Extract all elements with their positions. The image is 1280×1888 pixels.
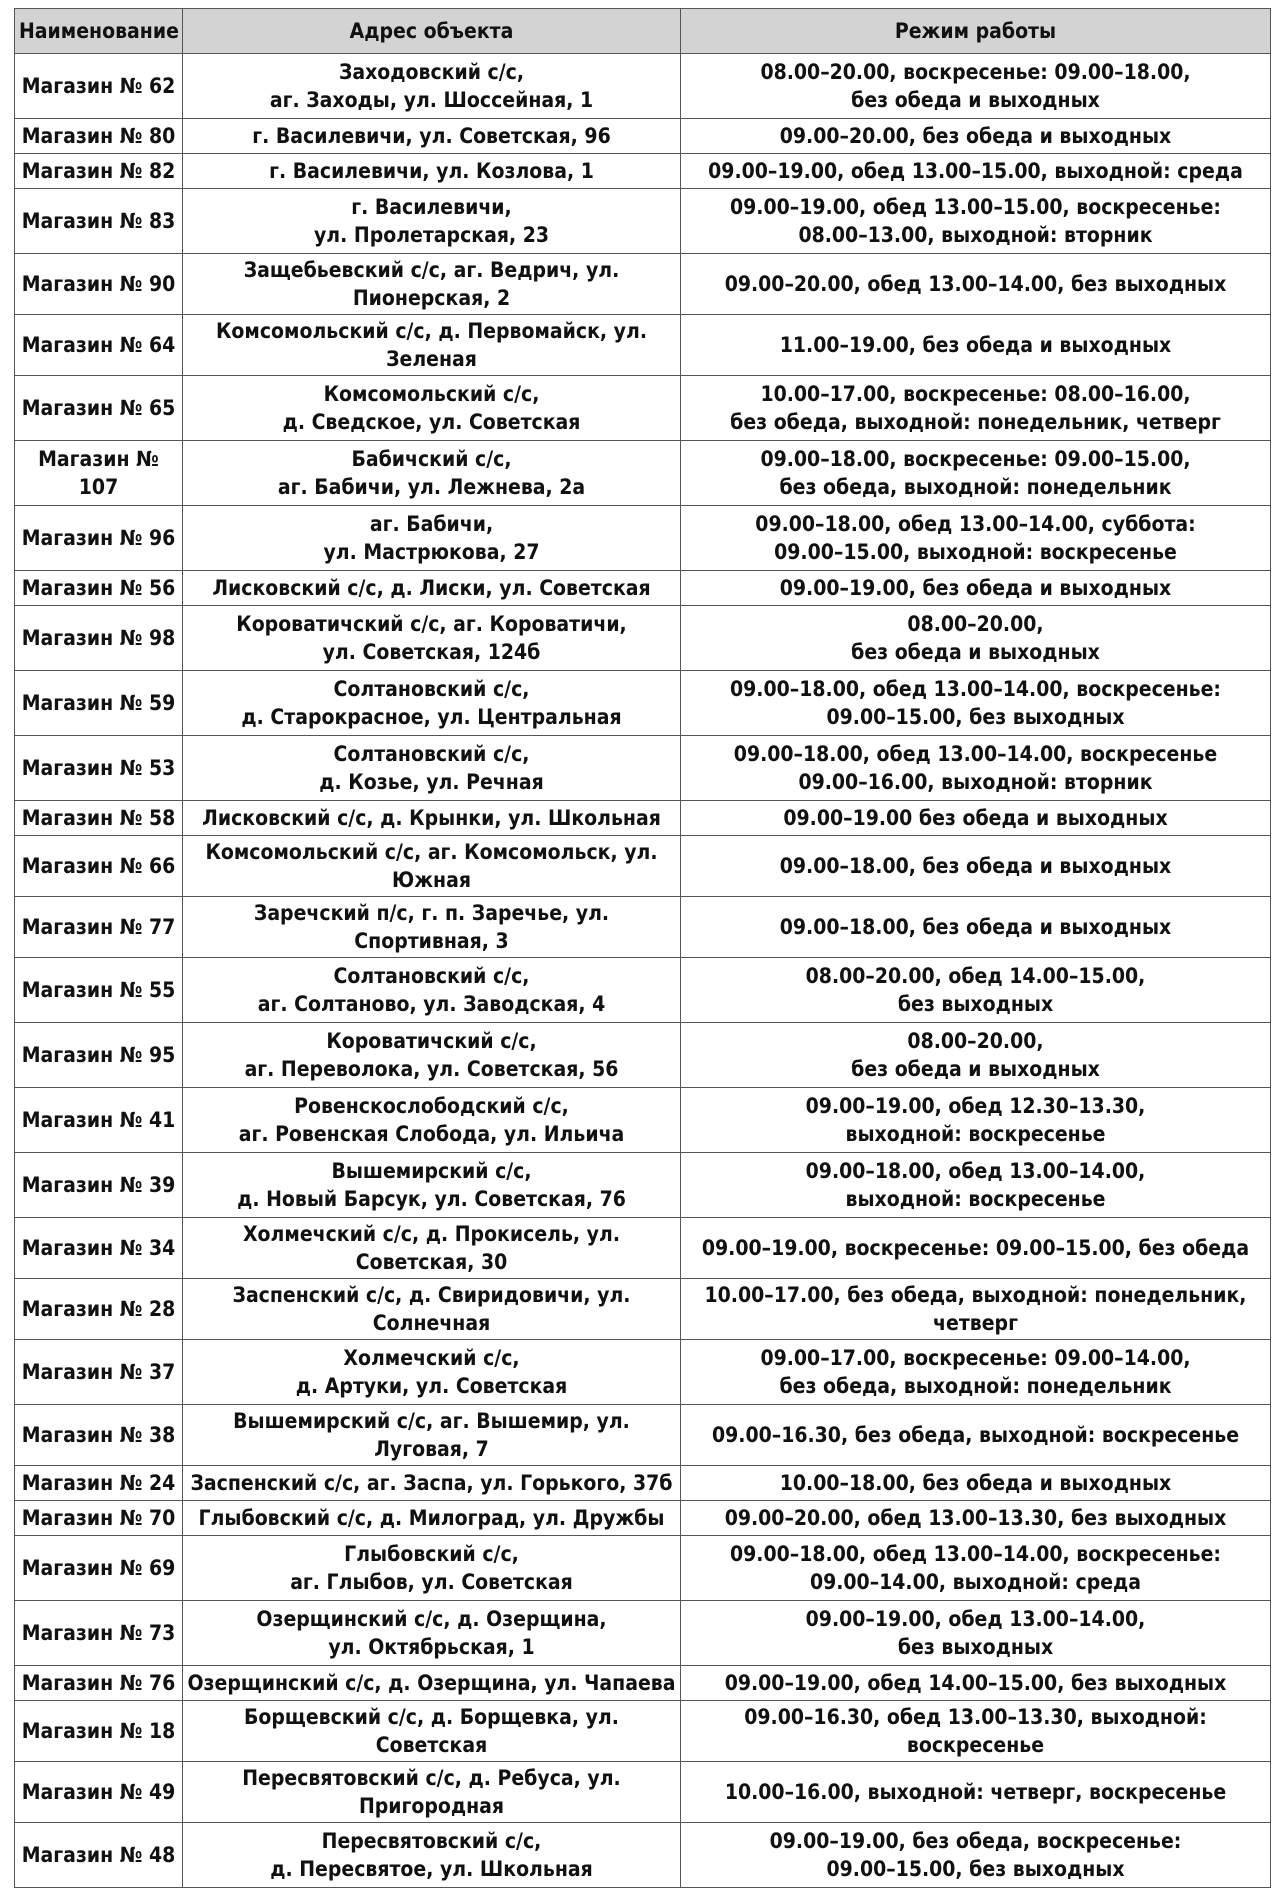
store-hours-cell: 10.00–17.00, воскресенье: 08.00–16.00, без обеда, выходной: понедельник, четверг (681, 376, 1271, 441)
store-hours-cell: 09.00–18.00, воскресенье: 09.00–15.00, без обеда, выходной: понедельник (681, 441, 1271, 506)
store-name-cell: Магазин № 37 (15, 1340, 183, 1405)
stores-schedule-table (14, 8, 1271, 1888)
table-row (15, 1218, 1271, 1279)
store-address-cell: Солтановский с/с, д. Старокрасное, ул. Центральная (183, 671, 681, 736)
store-hours-cell: 09.00–19.00, обед 13.00–15.00, воскресенье: 08.00–13.00, выходной: вторник (681, 189, 1271, 254)
store-name-cell: Магазин № 69 (15, 1536, 183, 1601)
header-address: Адрес объекта (183, 9, 681, 54)
store-name-cell: Магазин № 96 (15, 506, 183, 571)
store-hours-cell: 09.00–19.00 без обеда и выходных (681, 801, 1271, 836)
store-hours-cell: 09.00–19.00, обед 12.30–13.30, выходной: воскресенье (681, 1088, 1271, 1153)
table-row (15, 736, 1271, 801)
table-row (15, 1701, 1271, 1762)
store-name-cell: Магазин № 77 (15, 897, 183, 958)
store-hours-cell: 09.00–18.00, обед 13.00–14.00, воскресенье 09.00–16.00, выходной: вторник (681, 736, 1271, 801)
table-row (15, 606, 1271, 671)
table-row (15, 1466, 1271, 1501)
store-address-cell: Защебьевский с/с, аг. Ведрич, ул. Пионерская, 2 (183, 254, 681, 315)
store-name-cell: Магазин № 82 (15, 154, 183, 189)
store-name-cell: Магазин № 59 (15, 671, 183, 736)
store-hours-cell: 10.00–16.00, выходной: четверг, воскресенье (681, 1762, 1271, 1823)
table-row (15, 154, 1271, 189)
stores-table-container (14, 8, 1270, 1888)
store-name-cell: Магазин № 53 (15, 736, 183, 801)
store-hours-cell: 09.00–16.30, без обеда, выходной: воскресенье (681, 1405, 1271, 1466)
store-name-cell: Магазин № 34 (15, 1218, 183, 1279)
store-address-cell: Лисковский с/с, д. Крынки, ул. Школьная (183, 801, 681, 836)
table-row (15, 1340, 1271, 1405)
table-row (15, 1601, 1271, 1666)
store-hours-cell: 09.00–17.00, воскресенье: 09.00–14.00, без обеда, выходной: понедельник (681, 1340, 1271, 1405)
store-hours-cell: 08.00–20.00, воскресенье: 09.00–18.00, без обеда и выходных (681, 54, 1271, 119)
table-row (15, 119, 1271, 154)
store-name-cell: Магазин № 80 (15, 119, 183, 154)
store-name-cell: Магазин № 39 (15, 1153, 183, 1218)
store-name-cell: Магазин № 90 (15, 254, 183, 315)
table-row (15, 1762, 1271, 1823)
store-address-cell: Заспенский с/с, д. Свиридовичи, ул. Солнечная (183, 1279, 681, 1340)
store-hours-cell: 10.00–18.00, без обеда и выходных (681, 1466, 1271, 1501)
store-name-cell: Магазин № 41 (15, 1088, 183, 1153)
store-name-cell: Магазин № 107 (15, 441, 183, 506)
store-address-cell: Пересвятовский с/с, д. Ребуса, ул. Пригородная (183, 1762, 681, 1823)
store-address-cell: Короватичский с/с, аг. Короватичи, ул. Советская, 124б (183, 606, 681, 671)
table-row (15, 506, 1271, 571)
store-hours-cell: 10.00–17.00, без обеда, выходной: понедельник, четверг (681, 1279, 1271, 1340)
store-name-cell: Магазин № 76 (15, 1666, 183, 1701)
store-hours-cell: 08.00–20.00, без обеда и выходных (681, 1023, 1271, 1088)
store-address-cell: Вышемирский с/с, д. Новый Барсук, ул. Советская, 76 (183, 1153, 681, 1218)
table-row (15, 671, 1271, 736)
store-name-cell: Магазин № 70 (15, 1501, 183, 1536)
store-name-cell: Магазин № 62 (15, 54, 183, 119)
store-address-cell: г. Василевичи, ул. Пролетарская, 23 (183, 189, 681, 254)
store-hours-cell: 09.00–19.00, обед 13.00–15.00, выходной: среда (681, 154, 1271, 189)
table-row (15, 1088, 1271, 1153)
table-row (15, 254, 1271, 315)
table-row (15, 958, 1271, 1023)
header-name: Наименование (15, 9, 183, 54)
store-name-cell: Магазин № 65 (15, 376, 183, 441)
store-hours-cell: 11.00–19.00, без обеда и выходных (681, 315, 1271, 376)
store-address-cell: Комсомольский с/с, д. Первомайск, ул. Зеленая (183, 315, 681, 376)
store-name-cell: Магазин № 98 (15, 606, 183, 671)
store-address-cell: Солтановский с/с, д. Козье, ул. Речная (183, 736, 681, 801)
store-address-cell: Борщевский с/с, д. Борщевка, ул. Советская (183, 1701, 681, 1762)
store-address-cell: Солтановский с/с, аг. Солтаново, ул. Заводская, 4 (183, 958, 681, 1023)
store-hours-cell: 09.00–18.00, обед 13.00–14.00, воскресенье: 09.00–14.00, выходной: среда (681, 1536, 1271, 1601)
table-body (15, 54, 1271, 1888)
table-row (15, 1536, 1271, 1601)
store-name-cell: Магазин № 28 (15, 1279, 183, 1340)
store-name-cell: Магазин № 38 (15, 1405, 183, 1466)
store-hours-cell: 09.00–19.00, воскресенье: 09.00–15.00, без обеда (681, 1218, 1271, 1279)
store-name-cell: Магазин № 64 (15, 315, 183, 376)
header-schedule: Режим работы (681, 9, 1271, 54)
table-row (15, 1666, 1271, 1701)
store-name-cell: Магазин № 49 (15, 1762, 183, 1823)
store-hours-cell: 09.00–18.00, обед 13.00–14.00, выходной: воскресенье (681, 1153, 1271, 1218)
store-address-cell: Ровенскослободский с/с, аг. Ровенская Слобода, ул. Ильича (183, 1088, 681, 1153)
store-hours-cell: 09.00–20.00, без обеда и выходных (681, 119, 1271, 154)
table-row (15, 1023, 1271, 1088)
store-address-cell: Озерщинский с/с, д. Озерщина, ул. Октябрьская, 1 (183, 1601, 681, 1666)
store-hours-cell: 09.00–16.30, обед 13.00–13.30, выходной: воскресенье (681, 1701, 1271, 1762)
store-address-cell: Бабичский с/с, аг. Бабичи, ул. Лежнева, 2а (183, 441, 681, 506)
store-address-cell: Глыбовский с/с, д. Милоград, ул. Дружбы (183, 1501, 681, 1536)
store-address-cell: Озерщинский с/с, д. Озерщина, ул. Чапаева (183, 1666, 681, 1701)
store-name-cell: Магазин № 58 (15, 801, 183, 836)
store-hours-cell: 09.00–20.00, обед 13.00–14.00, без выходных (681, 254, 1271, 315)
table-row (15, 1501, 1271, 1536)
table-row (15, 189, 1271, 254)
store-address-cell: аг. Бабичи, ул. Мастрюкова, 27 (183, 506, 681, 571)
store-name-cell: Магазин № 18 (15, 1701, 183, 1762)
store-address-cell: Пересвятовский с/с, д. Пересвятое, ул. Школьная (183, 1823, 681, 1888)
table-row (15, 1279, 1271, 1340)
store-address-cell: г. Василевичи, ул. Козлова, 1 (183, 154, 681, 189)
store-hours-cell: 09.00–19.00, обед 14.00–15.00, без выходных (681, 1666, 1271, 1701)
store-name-cell: Магазин № 24 (15, 1466, 183, 1501)
store-hours-cell: 09.00–18.00, без обеда и выходных (681, 897, 1271, 958)
table-row (15, 1153, 1271, 1218)
table-row (15, 571, 1271, 606)
table-row (15, 376, 1271, 441)
store-address-cell: Комсомольский с/с, д. Сведское, ул. Советская (183, 376, 681, 441)
store-hours-cell: 09.00–19.00, без обеда, воскресенье: 09.00–15.00, без выходных (681, 1823, 1271, 1888)
store-name-cell: Магазин № 66 (15, 836, 183, 897)
store-name-cell: Магазин № 73 (15, 1601, 183, 1666)
table-row (15, 1405, 1271, 1466)
table-row (15, 1823, 1271, 1888)
store-hours-cell: 08.00–20.00, обед 14.00–15.00, без выходных (681, 958, 1271, 1023)
store-address-cell: Заречский п/с, г. п. Заречье, ул. Спортивная, 3 (183, 897, 681, 958)
store-address-cell: Лисковский с/с, д. Лиски, ул. Советская (183, 571, 681, 606)
table-row (15, 315, 1271, 376)
store-address-cell: Комсомольский с/с, аг. Комсомольск, ул. Южная (183, 836, 681, 897)
store-hours-cell: 08.00–20.00, без обеда и выходных (681, 606, 1271, 671)
store-hours-cell: 09.00–18.00, без обеда и выходных (681, 836, 1271, 897)
store-address-cell: Холмечский с/с, д. Артуки, ул. Советская (183, 1340, 681, 1405)
store-name-cell: Магазин № 55 (15, 958, 183, 1023)
table-header-row (15, 9, 1271, 54)
store-name-cell: Магазин № 56 (15, 571, 183, 606)
store-address-cell: Холмечский с/с, д. Прокисель, ул. Советская, 30 (183, 1218, 681, 1279)
store-name-cell: Магазин № 83 (15, 189, 183, 254)
store-hours-cell: 09.00–18.00, обед 13.00–14.00, суббота: 09.00–15.00, выходной: воскресенье (681, 506, 1271, 571)
store-hours-cell: 09.00–18.00, обед 13.00–14.00, воскресенье: 09.00–15.00, без выходных (681, 671, 1271, 736)
store-hours-cell: 09.00–19.00, без обеда и выходных (681, 571, 1271, 606)
store-address-cell: Вышемирский с/с, аг. Вышемир, ул. Луговая, 7 (183, 1405, 681, 1466)
table-row (15, 897, 1271, 958)
store-name-cell: Магазин № 48 (15, 1823, 183, 1888)
table-row (15, 836, 1271, 897)
store-hours-cell: 09.00–19.00, обед 13.00–14.00, без выходных (681, 1601, 1271, 1666)
table-row (15, 441, 1271, 506)
store-address-cell: Заходовский с/с, аг. Заходы, ул. Шоссейная, 1 (183, 54, 681, 119)
table-row (15, 801, 1271, 836)
store-hours-cell: 09.00–20.00, обед 13.00–13.30, без выходных (681, 1501, 1271, 1536)
store-name-cell: Магазин № 95 (15, 1023, 183, 1088)
store-address-cell: Глыбовский с/с, аг. Глыбов, ул. Советская (183, 1536, 681, 1601)
store-address-cell: г. Василевичи, ул. Советская, 96 (183, 119, 681, 154)
store-address-cell: Короватичский с/с, аг. Переволока, ул. Советская, 56 (183, 1023, 681, 1088)
store-address-cell: Заспенский с/с, аг. Заспа, ул. Горького, 37б (183, 1466, 681, 1501)
table-row (15, 54, 1271, 119)
